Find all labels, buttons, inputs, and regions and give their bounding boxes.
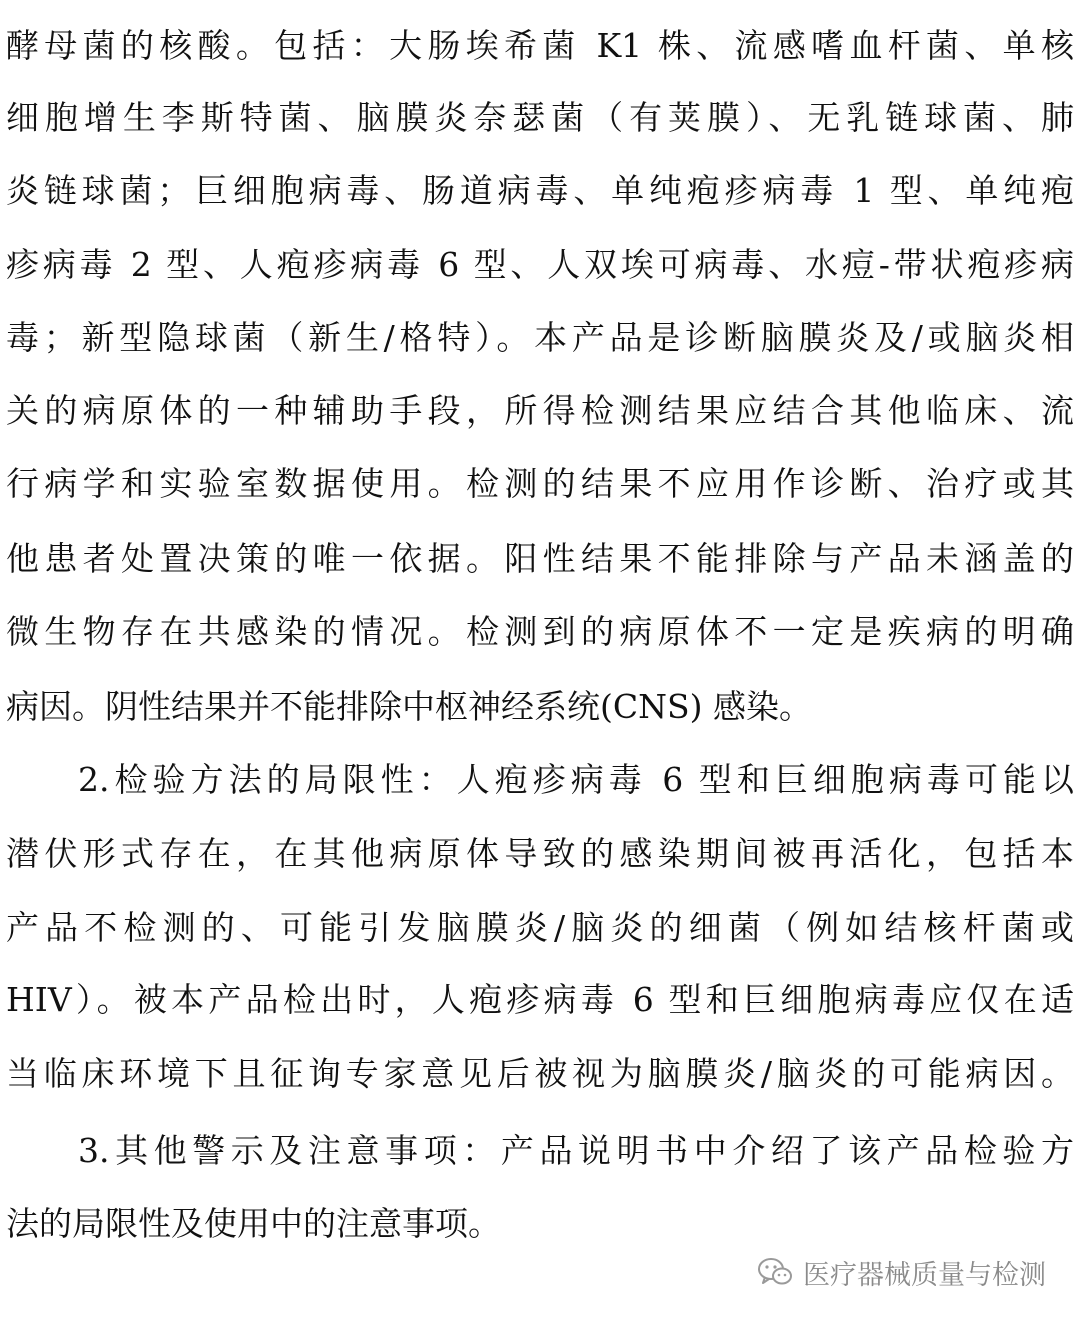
paragraph-1-line-8: 他患者处置决策的唯一依据。阳性结果不能排除与产品未涵盖的 (6, 539, 1074, 578)
paragraph-3-line-2: 法的局限性及使用中的注意事项。 (6, 1204, 501, 1243)
paragraph-1-line-1: 酵母菌的核酸。包括：大肠埃希菌 K1 株、流感嗜血杆菌、单核 (6, 26, 1074, 65)
paragraph-1-line-2: 细胞增生李斯特菌、脑膜炎奈瑟菌（有荚膜）、无乳链球菌、肺 (6, 98, 1074, 137)
paragraph-1-line-4: 疹病毒 2 型、人疱疹病毒 6 型、人双埃可病毒、水痘-带状疱疹病 (6, 245, 1074, 284)
paragraph-1-line-9: 微生物存在共感染的情况。检测到的病原体不一定是疾病的明确 (6, 612, 1074, 651)
paragraph-3-line-1: 3.其他警示及注意事项：产品说明书中介绍了该产品检验方 (78, 1131, 1074, 1170)
wechat-icon (757, 1256, 793, 1288)
paragraph-1-line-3: 炎链球菌；巨细胞病毒、肠道病毒、单纯疱疹病毒 1 型、单纯疱 (6, 171, 1074, 210)
watermark-text: 医疗器械质量与检测 (803, 1259, 1046, 1291)
paragraph-1-line-7: 行病学和实验室数据使用。检测的结果不应用作诊断、治疗或其 (6, 464, 1074, 503)
paragraph-2-line-3: 产品不检测的、可能引发脑膜炎/脑炎的细菌（例如结核杆菌或 (6, 908, 1074, 947)
paragraph-2-line-4: HIV）。被本产品检出时，人疱疹病毒 6 型和巨细胞病毒应仅在适 (6, 980, 1074, 1019)
paragraph-1-line-10: 病因。阴性结果并不能排除中枢神经系统(CNS) 感染。 (6, 687, 812, 726)
paragraph-1-line-5: 毒；新型隐球菌（新生/格特）。本产品是诊断脑膜炎及/或脑炎相 (6, 318, 1074, 357)
paragraph-2-line-2: 潜伏形式存在，在其他病原体导致的感染期间被再活化，包括本 (6, 834, 1074, 873)
paragraph-2-line-1: 2.检验方法的局限性：人疱疹病毒 6 型和巨细胞病毒可能以 (78, 760, 1074, 799)
paragraph-2-line-5: 当临床环境下且征询专家意见后被视为脑膜炎/脑炎的可能病因。 (6, 1054, 1074, 1093)
watermark (757, 1252, 1046, 1292)
paragraph-1-line-6: 关的病原体的一种辅助手段，所得检测结果应结合其他临床、流 (6, 391, 1074, 430)
